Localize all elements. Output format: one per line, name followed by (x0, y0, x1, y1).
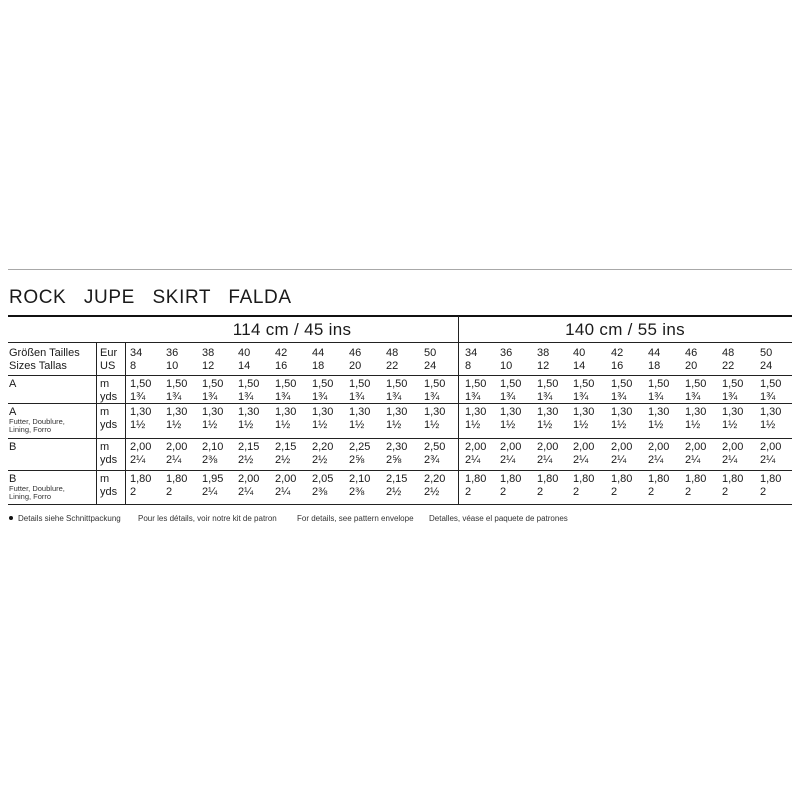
cell-meters: 1,80 (573, 473, 595, 485)
us-size: 10 (166, 360, 179, 372)
cell-yards: 1¾ (424, 391, 440, 403)
cell-yards: 2¼ (648, 454, 664, 466)
cell-meters: 1,30 (465, 406, 487, 418)
cell-meters: 2,10 (349, 473, 371, 485)
cell-yards: 1½ (238, 419, 254, 431)
cell-meters: 1,50 (130, 378, 152, 390)
footer-note: For details, see pattern envelope (297, 514, 414, 523)
cell-yards: 1¾ (722, 391, 738, 403)
cell-meters: 1,80 (648, 473, 670, 485)
cell-yards: 2 (537, 486, 544, 498)
cell-yards: 1¾ (760, 391, 776, 403)
unit-label-yds: yds (100, 391, 118, 403)
cell-yards: 2⅜ (202, 454, 218, 466)
cell-yards: 1½ (722, 419, 738, 431)
cell-yards: 1¾ (685, 391, 701, 403)
row-view-label: A (9, 378, 17, 390)
cell-yards: 2¼ (238, 486, 254, 498)
cell-yards: 1½ (573, 419, 589, 431)
eur-size: 40 (238, 347, 251, 359)
cell-yards: 2¼ (275, 486, 291, 498)
cell-meters: 1,80 (465, 473, 487, 485)
cell-yards: 2 (611, 486, 618, 498)
cell-meters: 2,00 (166, 441, 188, 453)
cell-meters: 2,20 (424, 473, 446, 485)
row-view-label: A (9, 406, 17, 418)
cell-yards: 2 (722, 486, 729, 498)
cell-yards: 2 (685, 486, 692, 498)
cell-meters: 2,00 (760, 441, 782, 453)
cell-yards: 1½ (275, 419, 291, 431)
eur-size: 44 (648, 347, 661, 359)
cell-yards: 1½ (349, 419, 365, 431)
cell-meters: 1,30 (349, 406, 371, 418)
cell-yards: 1½ (312, 419, 328, 431)
cell-yards: 2⅜ (312, 486, 328, 498)
cell-yards: 1¾ (611, 391, 627, 403)
eur-size: 46 (349, 347, 362, 359)
cell-yards: 2 (465, 486, 472, 498)
cell-yards: 2 (648, 486, 655, 498)
cell-meters: 1,50 (166, 378, 188, 390)
cell-meters: 1,30 (202, 406, 224, 418)
cell-meters: 2,25 (349, 441, 371, 453)
cell-meters: 2,00 (275, 473, 297, 485)
us-size: 20 (349, 360, 362, 372)
unit-label-m: m (100, 473, 110, 485)
us-size: 8 (130, 360, 137, 372)
cell-yards: 2½ (312, 454, 328, 466)
cell-yards: 2¼ (500, 454, 516, 466)
cell-meters: 1,50 (312, 378, 334, 390)
cell-meters: 1,30 (722, 406, 744, 418)
row-fabric-note: Lining, Forro (9, 492, 52, 501)
cell-yards: 1¾ (166, 391, 182, 403)
cell-yards: 2½ (238, 454, 254, 466)
cell-yards: 2½ (275, 454, 291, 466)
us-size: 20 (685, 360, 698, 372)
us-size: 14 (238, 360, 251, 372)
cell-meters: 2,15 (275, 441, 297, 453)
cell-meters: 1,80 (166, 473, 188, 485)
cell-yards: 2¼ (685, 454, 701, 466)
cell-yards: 1¾ (573, 391, 589, 403)
cell-meters: 1,80 (537, 473, 559, 485)
divider-fabric-width (458, 316, 459, 504)
cell-meters: 1,30 (573, 406, 595, 418)
eur-size: 38 (202, 347, 215, 359)
cell-meters: 1,80 (760, 473, 782, 485)
divider-unit-column (96, 343, 97, 504)
cell-yards: 2¼ (722, 454, 738, 466)
cell-meters: 1,50 (537, 378, 559, 390)
cell-yards: 1½ (130, 419, 146, 431)
cell-meters: 1,30 (238, 406, 260, 418)
cell-yards: 2¼ (611, 454, 627, 466)
cell-yards: 1¾ (312, 391, 328, 403)
cell-meters: 2,00 (648, 441, 670, 453)
us-size: 22 (386, 360, 399, 372)
eur-size: 34 (465, 347, 478, 359)
cell-yards: 1¾ (465, 391, 481, 403)
us-size: 14 (573, 360, 586, 372)
sizes-label-en-es: Sizes Tallas (9, 360, 67, 372)
cell-meters: 2,15 (386, 473, 408, 485)
cell-meters: 2,05 (312, 473, 334, 485)
cell-yards: 1¾ (537, 391, 553, 403)
cell-yards: 1¾ (386, 391, 402, 403)
cell-meters: 2,50 (424, 441, 446, 453)
cell-yards: 2 (760, 486, 767, 498)
footer-note: Pour les détails, voir notre kit de patron (138, 514, 277, 523)
cell-meters: 1,30 (611, 406, 633, 418)
unit-label-yds: yds (100, 419, 118, 431)
width-header-140: 140 cm / 55 ins (565, 320, 685, 339)
cell-yards: 2¼ (130, 454, 146, 466)
cell-yards: 1¾ (349, 391, 365, 403)
cell-meters: 1,30 (312, 406, 334, 418)
unit-label-m: m (100, 441, 110, 453)
cell-meters: 2,00 (611, 441, 633, 453)
cell-meters: 2,00 (238, 473, 260, 485)
eur-size: 46 (685, 347, 698, 359)
cell-meters: 2,00 (130, 441, 152, 453)
cell-meters: 2,15 (238, 441, 260, 453)
footer-note: Details siehe Schnittpackung (18, 514, 121, 523)
cell-yards: 2¼ (760, 454, 776, 466)
eur-size: 36 (500, 347, 513, 359)
cell-yards: 1½ (648, 419, 664, 431)
cell-yards: 1½ (424, 419, 440, 431)
cell-meters: 1,50 (275, 378, 297, 390)
cell-meters: 1,30 (685, 406, 707, 418)
cell-meters: 1,30 (760, 406, 782, 418)
cell-meters: 1,50 (685, 378, 707, 390)
cell-meters: 1,50 (465, 378, 487, 390)
top-divider (8, 269, 792, 270)
cell-meters: 1,80 (611, 473, 633, 485)
cell-meters: 1,50 (500, 378, 522, 390)
cell-yards: 1½ (685, 419, 701, 431)
cell-meters: 2,20 (312, 441, 334, 453)
page-title: ROCK JUPE SKIRT FALDA (9, 287, 292, 308)
footer-note: Detalles, véase el paquete de patrones (429, 514, 568, 523)
cell-yards: 1¾ (648, 391, 664, 403)
us-size: 24 (424, 360, 437, 372)
eur-size: 50 (424, 347, 437, 359)
cell-yards: 2 (166, 486, 173, 498)
cell-meters: 2,00 (573, 441, 595, 453)
cell-meters: 2,30 (386, 441, 408, 453)
cell-meters: 2,10 (202, 441, 224, 453)
eur-size: 40 (573, 347, 586, 359)
cell-meters: 2,00 (685, 441, 707, 453)
us-label: US (100, 360, 116, 372)
cell-meters: 2,00 (722, 441, 744, 453)
us-size: 12 (202, 360, 215, 372)
cell-yards: 2¼ (202, 486, 218, 498)
eur-size: 38 (537, 347, 550, 359)
cell-yards: 2¼ (465, 454, 481, 466)
cell-meters: 1,50 (722, 378, 744, 390)
unit-label-m: m (100, 406, 110, 418)
cell-yards: 1½ (760, 419, 776, 431)
eur-size: 44 (312, 347, 325, 359)
eur-size: 48 (722, 347, 735, 359)
cell-meters: 1,80 (130, 473, 152, 485)
unit-label-m: m (100, 378, 110, 390)
cell-yards: 1½ (611, 419, 627, 431)
cell-meters: 1,50 (238, 378, 260, 390)
cell-meters: 1,30 (386, 406, 408, 418)
cell-yards: 1½ (537, 419, 553, 431)
row-fabric-note: Lining, Forro (9, 425, 52, 434)
cell-meters: 1,80 (722, 473, 744, 485)
eur-size: 34 (130, 347, 143, 359)
unit-label-yds: yds (100, 454, 118, 466)
cell-yards: 2½ (386, 486, 402, 498)
row-fabric-note: Futter, Doublure, (9, 484, 65, 493)
cell-meters: 1,95 (202, 473, 224, 485)
cell-yards: 1¾ (500, 391, 516, 403)
cell-yards: 1½ (500, 419, 516, 431)
eur-size: 48 (386, 347, 399, 359)
rule-top (8, 315, 792, 317)
cell-meters: 1,30 (500, 406, 522, 418)
cell-meters: 1,30 (537, 406, 559, 418)
cell-yards: 1¾ (275, 391, 291, 403)
cell-meters: 1,50 (424, 378, 446, 390)
row-view-label: B (9, 441, 17, 453)
cell-yards: 2⅝ (386, 454, 402, 466)
cell-yards: 2 (130, 486, 137, 498)
width-header-114: 114 cm / 45 ins (232, 320, 352, 339)
cell-yards: 2¼ (166, 454, 182, 466)
us-size: 12 (537, 360, 550, 372)
us-size: 16 (611, 360, 624, 372)
cell-yards: 1½ (166, 419, 182, 431)
us-size: 10 (500, 360, 513, 372)
cell-yards: 2 (500, 486, 507, 498)
us-size: 24 (760, 360, 773, 372)
us-size: 22 (722, 360, 735, 372)
cell-meters: 1,50 (573, 378, 595, 390)
rule-bottom (8, 504, 792, 505)
sizes-label-de-fr: Größen Tailles (9, 347, 80, 359)
cell-meters: 1,50 (760, 378, 782, 390)
cell-yards: 2⅜ (349, 486, 365, 498)
cell-yards: 2¾ (424, 454, 440, 466)
cell-meters: 1,80 (500, 473, 522, 485)
cell-meters: 1,30 (424, 406, 446, 418)
cell-yards: 2½ (424, 486, 440, 498)
row-view-label: B (9, 473, 17, 485)
eur-size: 42 (611, 347, 624, 359)
cell-meters: 1,50 (386, 378, 408, 390)
cell-yards: 2¼ (573, 454, 589, 466)
cell-meters: 2,00 (465, 441, 487, 453)
cell-meters: 1,50 (648, 378, 670, 390)
unit-label-yds: yds (100, 486, 118, 498)
cell-yards: 2¼ (537, 454, 553, 466)
cell-yards: 1½ (202, 419, 218, 431)
us-size: 18 (312, 360, 325, 372)
cell-yards: 1¾ (238, 391, 254, 403)
cell-meters: 1,30 (166, 406, 188, 418)
eur-size: 36 (166, 347, 179, 359)
us-size: 18 (648, 360, 661, 372)
us-size: 8 (465, 360, 472, 372)
row-fabric-note: Futter, Doublure, (9, 417, 65, 426)
cell-meters: 1,80 (685, 473, 707, 485)
cell-meters: 1,50 (202, 378, 224, 390)
eur-size: 42 (275, 347, 288, 359)
cell-yards: 1¾ (130, 391, 146, 403)
cell-yards: 1½ (465, 419, 481, 431)
cell-meters: 1,50 (349, 378, 371, 390)
cell-meters: 1,30 (275, 406, 297, 418)
cell-meters: 2,00 (537, 441, 559, 453)
cell-yards: 1½ (386, 419, 402, 431)
eur-label: Eur (100, 347, 118, 359)
cell-yards: 2 (573, 486, 580, 498)
cell-yards: 2⅝ (349, 454, 365, 466)
divider-data-start (125, 343, 126, 504)
cell-yards: 1¾ (202, 391, 218, 403)
cell-meters: 1,30 (648, 406, 670, 418)
bullet-icon (9, 516, 13, 520)
us-size: 16 (275, 360, 288, 372)
cell-meters: 1,50 (611, 378, 633, 390)
eur-size: 50 (760, 347, 773, 359)
cell-meters: 2,00 (500, 441, 522, 453)
cell-meters: 1,30 (130, 406, 152, 418)
